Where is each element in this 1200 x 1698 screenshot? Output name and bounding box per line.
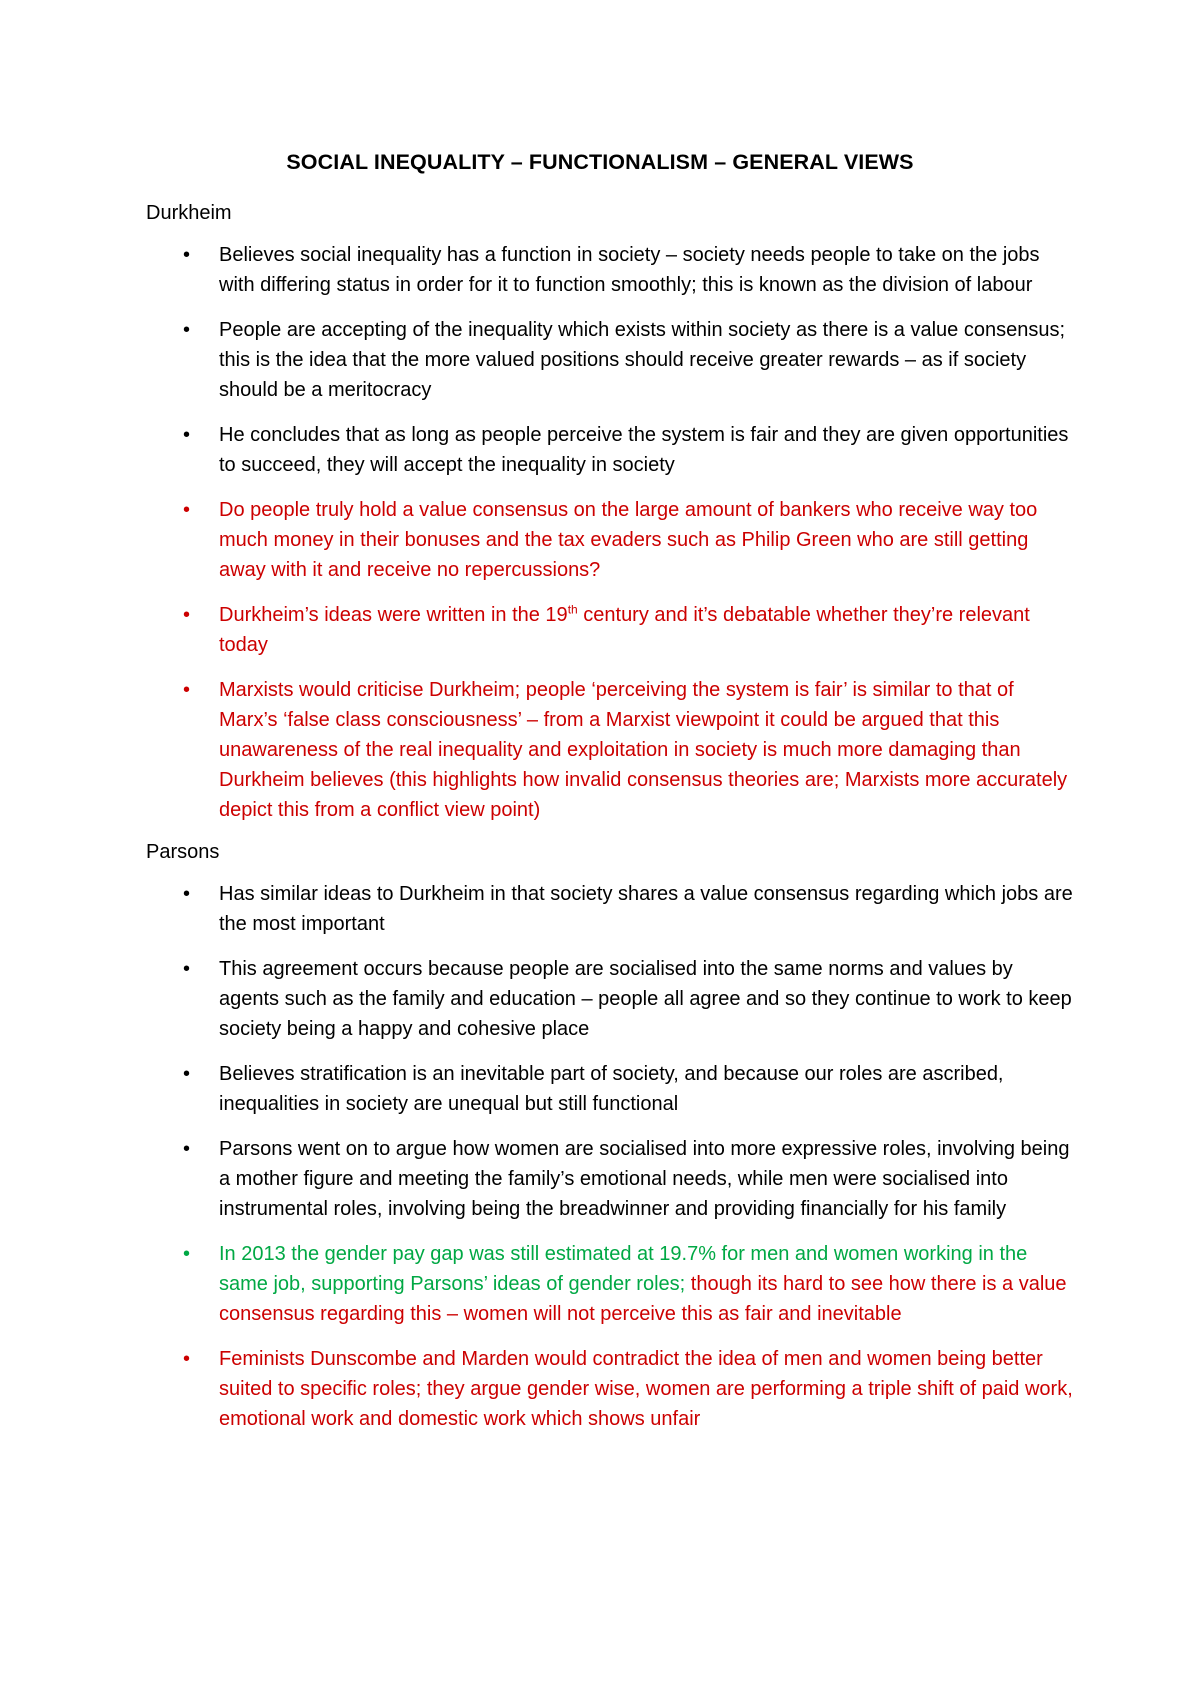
bullet-text: Has similar ideas to Durkheim in that society shares a value consensus regarding which jobs are the most important xyxy=(219,883,1073,935)
bullet-item xyxy=(146,879,1076,939)
durkheim-bullet-list xyxy=(146,240,1076,825)
bullet-item-critique xyxy=(146,1344,1076,1434)
bullet-text-start: Durkheim’s ideas were written in the 19 xyxy=(219,604,568,626)
bullet-text-end: century and it’s debatable whether they’re relevant today xyxy=(219,604,1030,656)
bullet-icon: • xyxy=(183,319,191,341)
bullet-text: Believes social inequality has a function in society – society needs people to take on the jobs with differing status in order for it to function smoothly; this is known as the division of labour xyxy=(219,244,1040,296)
bullet-text: Parsons went on to argue how women are socialised into more expressive roles, involving being a mother figure and meeting the family’s emotional needs, while men were socialised into instrumental roles, involving being the breadwinner and providing financially for his family xyxy=(219,1138,1070,1220)
critique-text: though its hard to see how there is a value consensus regarding this – women will not perceive this as fair and inevitable xyxy=(219,1273,1067,1325)
bullet-item xyxy=(146,315,1076,405)
bullet-text: Believes stratification is an inevitable part of society, and because our roles are ascribed, inequalities in society are unequal but still functional xyxy=(219,1063,1004,1115)
bullet-item xyxy=(146,1059,1076,1119)
bullet-icon: • xyxy=(183,424,191,446)
superscript-ordinal: th xyxy=(567,602,578,617)
bullet-item-evidence xyxy=(146,1239,1076,1329)
page-title: SOCIAL INEQUALITY – FUNCTIONALISM – GENERAL VIEWS xyxy=(286,150,914,174)
bullet-icon: • xyxy=(183,883,191,905)
bullet-text: Do people truly hold a value consensus on the large amount of bankers who receive way too much money in their bonuses and the tax evaders such as Philip Green who are still getting away with it and receive no repercussions? xyxy=(219,499,1038,581)
bullet-icon: • xyxy=(183,1243,191,1265)
bullet-text: Marxists would criticise Durkheim; people ‘perceiving the system is fair’ is similar to that of Marx’s ‘false class consciousness’ – from a Marxist viewpoint it could be argued that this unawareness of the real inequality and exploitation in society is much more damaging than Durkheim believes (this highlights how invalid consensus theories are; Marxists more accurately depict this from a conflict view point) xyxy=(219,679,1068,821)
document-body xyxy=(146,198,1076,1446)
bullet-text: He concludes that as long as people perceive the system is fair and they are given opportunities to succeed, they will accept the inequality in society xyxy=(219,424,1069,476)
bullet-icon: • xyxy=(183,958,191,980)
bullet-text: Feminists Dunscombe and Marden would contradict the idea of men and women being better suited to specific roles; they argue gender wise, women are performing a triple shift of paid work, emotional work and domestic work which shows unfair xyxy=(219,1348,1073,1430)
section-heading-durkheim: Durkheim xyxy=(146,202,232,224)
bullet-icon: • xyxy=(183,1348,191,1370)
bullet-item-critique xyxy=(146,495,1076,585)
parsons-bullet-list xyxy=(146,879,1076,1434)
bullet-text xyxy=(219,1243,1067,1325)
section-heading-parsons: Parsons xyxy=(146,841,220,863)
bullet-icon: • xyxy=(183,244,191,266)
bullet-item xyxy=(146,954,1076,1044)
bullet-text xyxy=(219,604,1030,656)
bullet-item-critique xyxy=(146,600,1076,660)
bullet-text: This agreement occurs because people are socialised into the same norms and values by agents such as the family and education – people all agree and so they continue to work to keep society being a happy and cohesive place xyxy=(219,958,1072,1040)
bullet-item xyxy=(146,240,1076,300)
bullet-text: People are accepting of the inequality which exists within society as there is a value consensus; this is the idea that the more valued positions should receive greater rewards – as if society should be a meritocracy xyxy=(219,319,1066,401)
bullet-item-critique xyxy=(146,675,1076,825)
bullet-item xyxy=(146,1134,1076,1224)
bullet-icon: • xyxy=(183,679,191,701)
bullet-icon: • xyxy=(183,604,191,626)
bullet-icon: • xyxy=(183,1138,191,1160)
bullet-icon: • xyxy=(183,499,191,521)
bullet-item xyxy=(146,420,1076,480)
bullet-icon: • xyxy=(183,1063,191,1085)
evidence-text: In 2013 the gender pay gap was still estimated at 19.7% for men and women working in the same job, supporting Parsons’ ideas of gender roles; xyxy=(219,1243,1028,1295)
